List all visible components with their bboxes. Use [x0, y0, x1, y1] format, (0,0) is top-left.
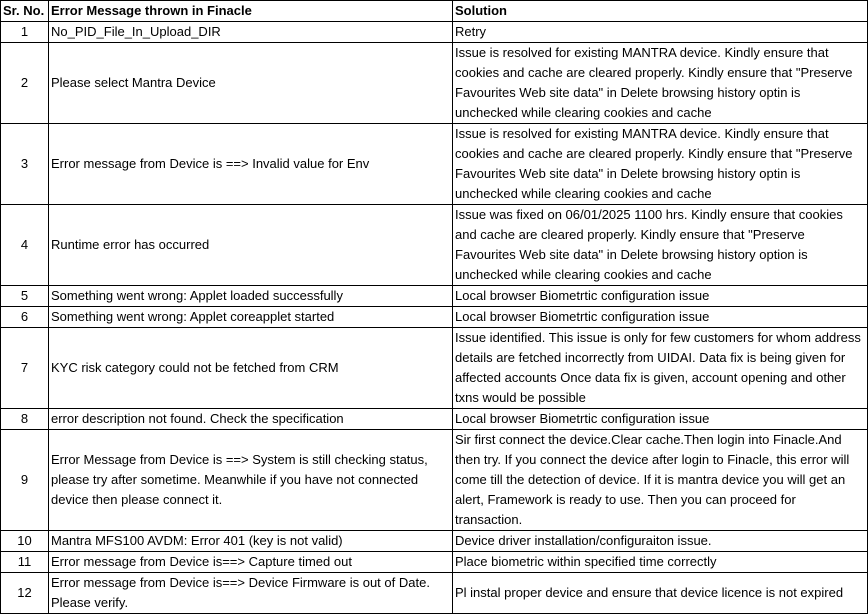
table-row [1, 205, 868, 286]
table-row [1, 22, 868, 43]
sr-no-cell: 4 [1, 205, 49, 286]
solution-cell: Device driver installation/configuraiton issue. [453, 531, 868, 552]
error-cell: error description not found. Check the specification [49, 409, 453, 430]
solution-cell: Local browser Biometrtic configuration issue [453, 286, 868, 307]
sr-no-cell: 7 [1, 328, 49, 409]
header-row [1, 1, 868, 22]
solution-cell: Sir first connect the device.Clear cache.Then login into Finacle.And then try. If you connect the device after login to Finacle, this error will come till the detection of device. If it is mantra device you will get an alert, Framework is ready to use. Then you can proceed for transaction. [453, 430, 868, 531]
error-cell: Please select Mantra Device [49, 43, 453, 124]
solution-cell: Place biometric within specified time correctly [453, 552, 868, 573]
solution-cell: Issue is resolved for existing MANTRA device. Kindly ensure that cookies and cache are cleared properly. Kindly ensure that "Preserve Favourites Web site data" in Delete browsing history optin is unchecked while clearing cookies and cache [453, 124, 868, 205]
error-cell: Something went wrong: Applet coreapplet started [49, 307, 453, 328]
error-cell: KYC risk category could not be fetched from CRM [49, 328, 453, 409]
table-row [1, 409, 868, 430]
table-row [1, 328, 868, 409]
table-row [1, 124, 868, 205]
table-row [1, 43, 868, 124]
solution-cell: Issue identified. This issue is only for few customers for whom address details are fetched incorrectly from UIDAI. Data fix is being given for affected accounts Once data fix is given, account opening and other txns would be possible [453, 328, 868, 409]
solution-cell: Pl instal proper device and ensure that device licence is not expired [453, 573, 868, 614]
error-cell: Mantra MFS100 AVDM: Error 401 (key is not valid) [49, 531, 453, 552]
sr-no-cell: 3 [1, 124, 49, 205]
table-row [1, 307, 868, 328]
sr-no-cell: 11 [1, 552, 49, 573]
solution-cell: Retry [453, 22, 868, 43]
sr-no-cell: 8 [1, 409, 49, 430]
sr-no-cell: 2 [1, 43, 49, 124]
table-row [1, 552, 868, 573]
table-row [1, 531, 868, 552]
sr-no-cell: 9 [1, 430, 49, 531]
solution-cell: Local browser Biometrtic configuration issue [453, 409, 868, 430]
error-cell: No_PID_File_In_Upload_DIR [49, 22, 453, 43]
header-sr-no: Sr. No. [1, 1, 49, 22]
solution-cell: Issue is resolved for existing MANTRA device. Kindly ensure that cookies and cache are cleared properly. Kindly ensure that "Preserve Favourites Web site data" in Delete browsing history optin is unchecked while clearing cookies and cache [453, 43, 868, 124]
solution-cell: Issue was fixed on 06/01/2025 1100 hrs. Kindly ensure that cookies and cache are cleared properly. Kindly ensure that "Preserve Favourites Web site data" in Delete browsing history option is unchecked while clearing cookies and cache [453, 205, 868, 286]
error-cell: Error message from Device is==> Capture timed out [49, 552, 453, 573]
sr-no-cell: 6 [1, 307, 49, 328]
sr-no-cell: 12 [1, 573, 49, 614]
table-row [1, 286, 868, 307]
table-row [1, 430, 868, 531]
error-cell: Error message from Device is ==> Invalid value for Env [49, 124, 453, 205]
header-solution: Solution [453, 1, 868, 22]
error-cell: Error message from Device is==> Device Firmware is out of Date. Please verify. [49, 573, 453, 614]
solution-cell: Local browser Biometrtic configuration issue [453, 307, 868, 328]
sr-no-cell: 5 [1, 286, 49, 307]
sr-no-cell: 1 [1, 22, 49, 43]
table-row [1, 573, 868, 614]
error-cell: Something went wrong: Applet loaded successfully [49, 286, 453, 307]
sr-no-cell: 10 [1, 531, 49, 552]
error-cell: Runtime error has occurred [49, 205, 453, 286]
header-error-message: Error Message thrown in Finacle [49, 1, 453, 22]
error-cell: Error Message from Device is ==> System is still checking status, please try after sometime. Meanwhile if you have not connected device then please connect it. [49, 430, 453, 531]
